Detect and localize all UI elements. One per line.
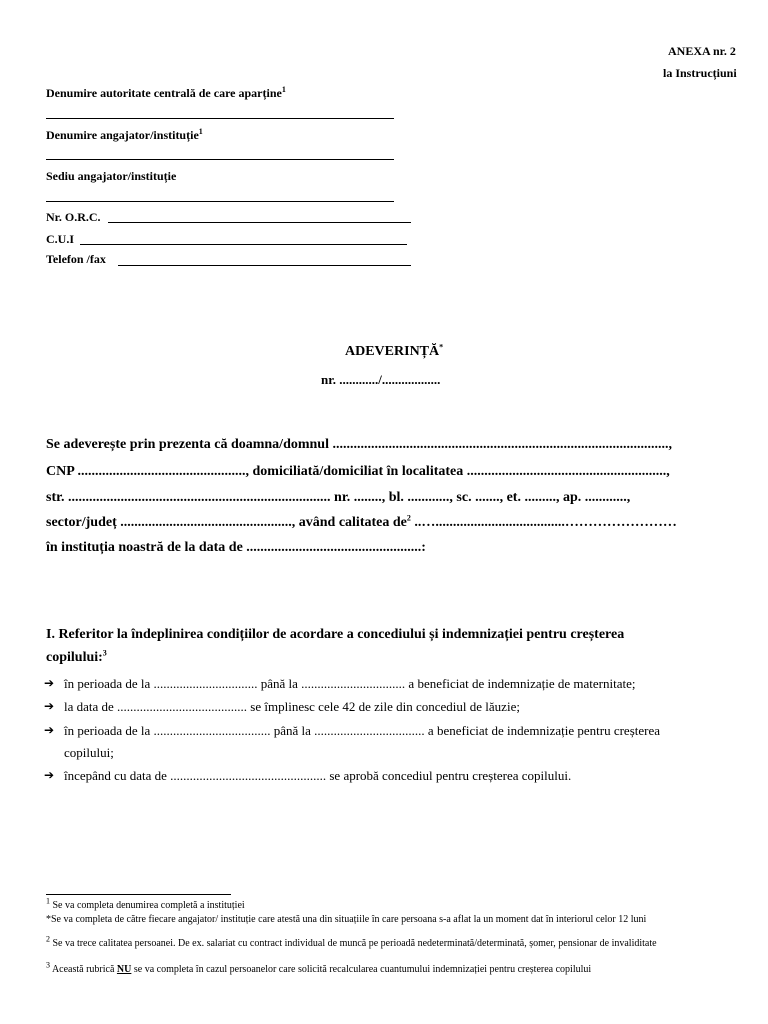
arrow-bullet-icon: ➔	[44, 699, 55, 713]
list-item: începând cu data de ................................................ se aprobă concediul pentru creșterea copilului.	[64, 768, 572, 783]
authority-label: Denumire autoritate centrală de care aparține$^1$	[46, 85, 286, 100]
orc-field-line[interactable]	[108, 222, 411, 223]
section1-title: I. Referitor la îndeplinirea condițiilor de acordare a concediului și indemnizației pentru creșterea	[46, 627, 625, 642]
authority-field-line[interactable]	[46, 118, 394, 119]
cui-field-line[interactable]	[80, 244, 407, 245]
footnote-separator	[46, 894, 231, 895]
employer-field-line[interactable]	[46, 159, 394, 160]
body-line-sector: sector/județ ................................................., având calitatea $de^2$ ..….....................................……………………	[46, 513, 677, 530]
list-item: la data de ........................................ se împlinesc cele 42 de zile din concediul de lăuzie;	[64, 699, 520, 714]
seat-label: Sediu angajator/instituție	[46, 169, 177, 183]
arrow-bullet-icon: ➔	[44, 723, 55, 737]
employer-label: Denumire angajator/instituție$^1$	[46, 127, 203, 142]
list-item: în perioada de la .................................... până la .................................. a beneficiat de indemnizație pentru creșterea	[64, 723, 661, 738]
document-number: nr. ............/..................	[321, 372, 441, 387]
document-title: ADEVERINȚĂ*	[345, 342, 444, 359]
body-line-cnp: CNP ................................................, domiciliată/domiciliat în localitatea .........................................................,	[46, 464, 670, 479]
list-item-cont: copilului;	[64, 745, 114, 760]
orc-label: Nr. O.R.C.	[46, 210, 101, 224]
list-item: în perioada de la ................................ până la ................................ a beneficiat de indemnizație de maternitate;	[64, 676, 636, 691]
body-line-name: Se adeverește prin prezenta că doamna/domnul ................................................................................................,	[46, 437, 672, 452]
body-line-address: str. ........................................................................... nr. ........, bl. ............, sc. ......., et. ........., ap. ............,	[46, 490, 631, 505]
arrow-bullet-icon: ➔	[44, 676, 55, 690]
body-line-start-date: în instituția noastră de la data de ..................................................:	[46, 540, 426, 555]
footnote-2: $^2$ Se va trece calitatea persoanei. De ex. salariat cu contract individual de muncă pe perioadă nedeterminată/determinată, șomer, pensionar de invaliditate	[46, 934, 657, 949]
phone-field-line[interactable]	[118, 265, 411, 266]
cui-label: C.U.I	[46, 232, 75, 246]
annex-number: ANEXA nr. 2	[668, 44, 736, 58]
annex-reference: la Instrucțiuni	[663, 66, 737, 80]
footnote-3: $^3$ Această rubrică NU se va completa în cazul persoanelor care solicită recalcularea cuantumului indemnizației pentru creșterea copilului	[46, 960, 592, 975]
footnote-star: *Se va completa de către fiecare angajator/ instituție care atestă una din situațiile în care persoana s-a aflat la un moment dat în interiorul celor 12 luni	[46, 914, 647, 925]
footnote-1: $^1$ Se va completa denumirea completă a instituției	[46, 896, 245, 911]
section1-title-cont: copilului:$^3$	[46, 648, 107, 665]
seat-field-line[interactable]	[46, 201, 394, 202]
phone-label: Telefon /fax	[46, 252, 106, 266]
arrow-bullet-icon: ➔	[44, 768, 55, 782]
